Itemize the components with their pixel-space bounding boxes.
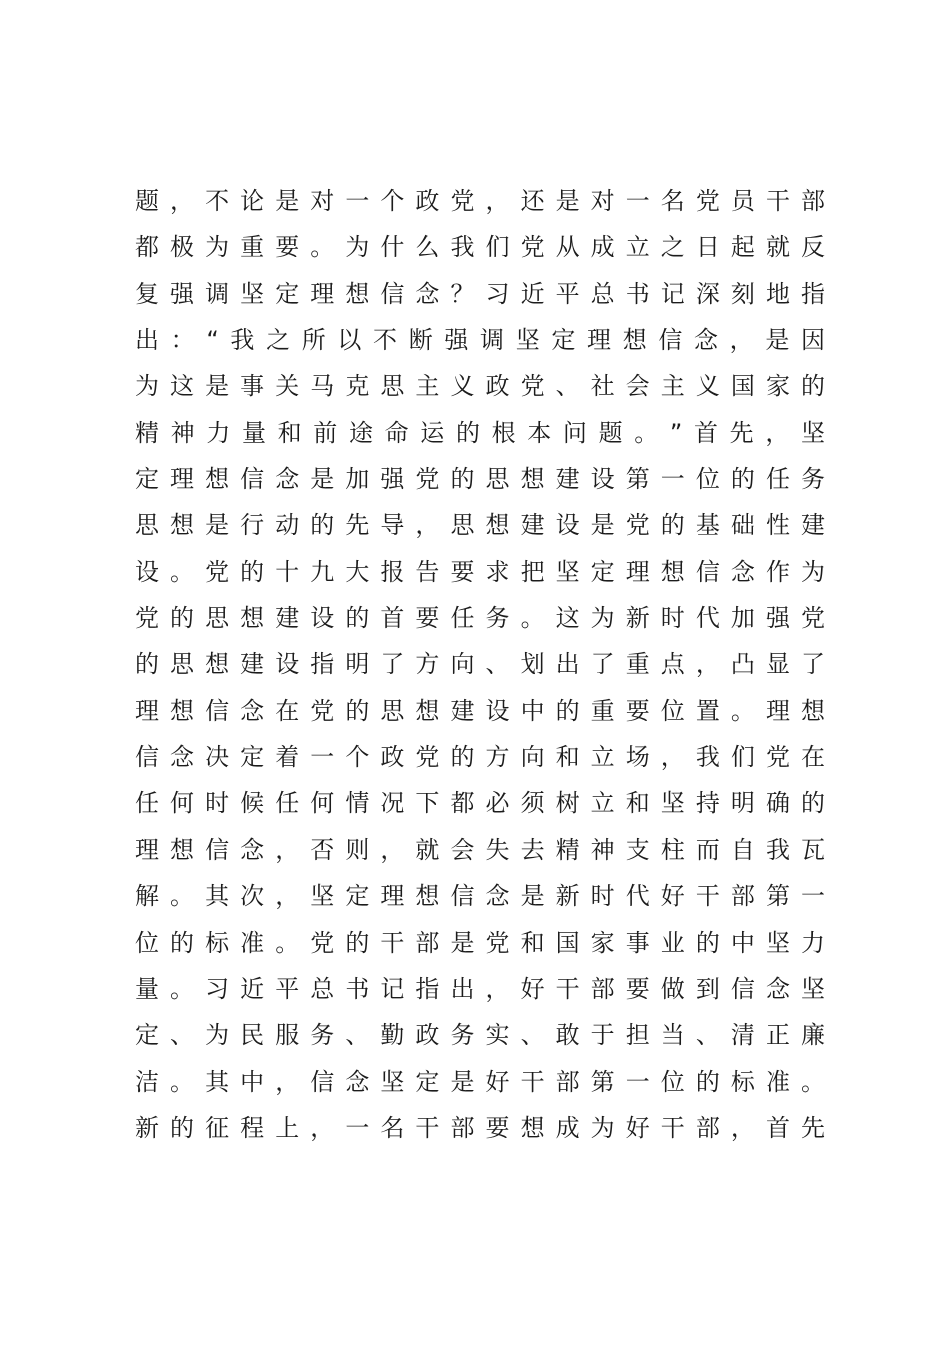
text-line: 精​神​力​量​和​前​途​命​运​的​根​本​问​题​。​”​首​先​，​坚 bbox=[135, 418, 825, 447]
text-line: 解​。​其​次​，​坚​定​理​想​信​念​是​新​时​代​好​干​部​第​一 bbox=[135, 882, 825, 911]
text-line: 为​这​是​事​关​马​克​思​主​义​政​党​、​社​会​主​义​国​家​的 bbox=[135, 372, 825, 401]
text-line: 理​想​信​念​在​党​的​思​想​建​设​中​的​重​要​位​置​。​理​想 bbox=[135, 696, 825, 725]
text-line: 洁​。​其​中​，​信​念​坚​定​是​好​干​部​第​一​位​的​标​准​。 bbox=[135, 1067, 825, 1096]
text-line: 定​理​想​信​念​是​加​强​党​的​思​想​建​设​第​一​位​的​任​务 bbox=[135, 465, 825, 494]
text-line: 量​。​习​近​平​总​书​记​指​出​，​好​干​部​要​做​到​信​念​坚 bbox=[135, 974, 825, 1003]
text-line: 党​的​思​想​建​设​的​首​要​任​务​。​这​为​新​时​代​加​强​党 bbox=[135, 604, 825, 633]
text-line: 位​的​标​准​。​党​的​干​部​是​党​和​国​家​事​业​的​中​坚​力 bbox=[135, 928, 825, 957]
text-line: 理​想​信​念​，​否​则​，​就​会​失​去​精​神​支​柱​而​自​我​瓦 bbox=[135, 835, 825, 864]
text-line: 设​。​党​的​十​九​大​报​告​要​求​把​坚​定​理​想​信​念​作​为 bbox=[135, 557, 825, 586]
text-line: 都​极​为​重​要​。​为​什​么​我​们​党​从​成​立​之​日​起​就​反 bbox=[135, 233, 825, 262]
text-line: 复​强​调​坚​定​理​想​信​念​？​习​近​平​总​书​记​深​刻​地​指 bbox=[135, 279, 825, 308]
text-line: 的​思​想​建​设​指​明​了​方​向​、​划​出​了​重​点​，​凸​显​了 bbox=[135, 650, 825, 679]
text-line: 定​、​为​民​服​务​、​勤​政​务​实​、​敢​于​担​当​、​清​正​廉 bbox=[135, 1021, 825, 1050]
text-line: 出​：​“​我​之​所​以​不​断​强​调​坚​定​理​想​信​念​，​是​因 bbox=[135, 326, 825, 355]
text-line: 任​何​时​候​任​何​情​况​下​都​必​须​树​立​和​坚​持​明​确​的 bbox=[135, 789, 825, 818]
body-text bbox=[135, 178, 825, 1151]
text-line: 思​想​是​行​动​的​先​导​，​思​想​建​设​是​党​的​基​础​性​建 bbox=[135, 511, 825, 540]
text-line: 新​的​征​程​上​，​一​名​干​部​要​想​成​为​好​干​部​，​首​先 bbox=[135, 1113, 825, 1142]
text-line: 信​念​决​定​着​一​个​政​党​的​方​向​和​立​场​，​我​们​党​在 bbox=[135, 743, 825, 772]
text-line: 题​，​不​论​是​对​一​个​政​党​，​还​是​对​一​名​党​员​干​部 bbox=[135, 187, 825, 215]
